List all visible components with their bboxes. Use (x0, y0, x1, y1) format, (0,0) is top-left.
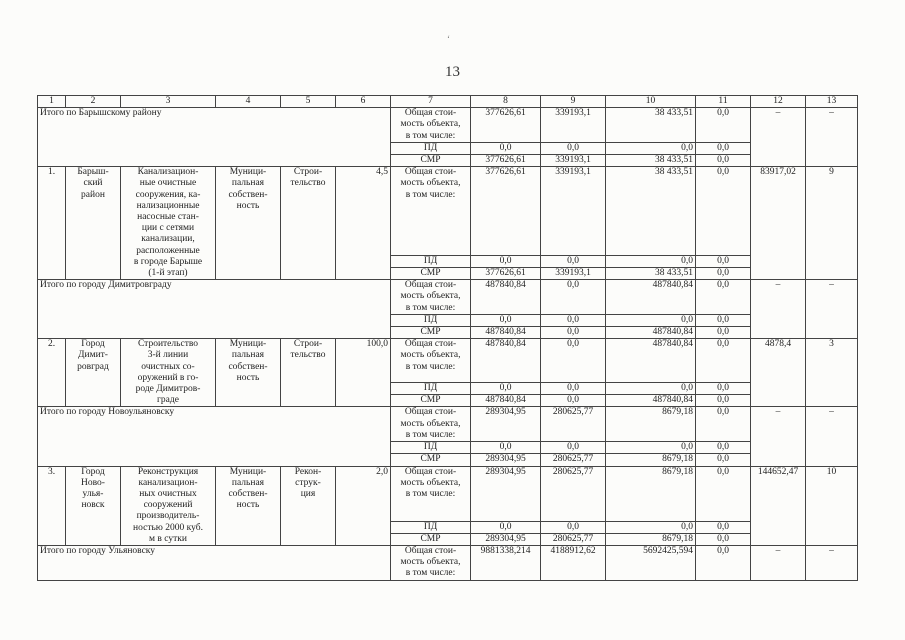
object-name (121, 466, 216, 545)
cell-line: мость объекта, (400, 119, 461, 130)
cell-line: Димит- (78, 350, 108, 361)
subtotal-row (38, 407, 858, 442)
cost-value-col10: 487840,84 (606, 395, 696, 407)
cell-line: роде Димитров- (135, 384, 201, 395)
cost-value-col11: 0,0 (696, 155, 751, 167)
cost-value-col9: 0,0 (541, 442, 606, 454)
cost-value-col9: 339193,1 (541, 268, 606, 280)
cell-line: в том числе: (405, 130, 456, 141)
smr-label: СМР (391, 395, 471, 407)
cell-line: новск (81, 500, 105, 511)
cost-value-col10: 5692425,594 (606, 545, 696, 580)
cost-value-col11: 0,0 (696, 167, 751, 256)
cell-line: в том числе: (405, 568, 456, 579)
cost-value-col9: 0,0 (541, 314, 606, 326)
total-cost-label (391, 466, 471, 521)
cell-line: в том числе: (405, 488, 456, 499)
cell-line: мость объекта, (400, 178, 461, 189)
cost-value-col10: 0,0 (606, 442, 696, 454)
investment-table (37, 95, 858, 581)
cost-value-col9: 280625,77 (541, 466, 606, 521)
cell-line: ность (236, 500, 260, 511)
cost-value-col10: 487840,84 (606, 280, 696, 315)
cell-line: Общая стои- (404, 339, 457, 350)
cost-value-col11: 0,0 (696, 108, 751, 143)
smr-label: СМР (391, 155, 471, 167)
pd-label: ПД (391, 142, 471, 154)
cost-value-col9: 280625,77 (541, 533, 606, 545)
cell-line: мость объекта, (400, 418, 461, 429)
cell-line: Общая стои- (404, 545, 457, 556)
object-ownership (216, 339, 281, 407)
cost-value-col9: 280625,77 (541, 407, 606, 442)
total-cost-label (391, 108, 471, 143)
cell-line: тельство (290, 350, 326, 361)
cost-total-value: 0,0 (471, 142, 541, 154)
cell-line: м в сутки (149, 533, 187, 544)
period-value: 10 (806, 466, 858, 545)
cell-line: насосные стан- (137, 212, 199, 223)
cost-value-col11: 0,0 (696, 383, 751, 395)
cell-line: Общая стои- (404, 108, 457, 119)
smr-label: СМР (391, 454, 471, 466)
period-value: – (806, 407, 858, 466)
smr-label: СМР (391, 327, 471, 339)
cell-line: сооружения, ка- (135, 189, 201, 200)
cost-value-col10: 38 433,51 (606, 108, 696, 143)
cost-total-value: 487840,84 (471, 280, 541, 315)
object-row (38, 339, 858, 383)
pd-label: ПД (391, 442, 471, 454)
object-ownership (216, 167, 281, 280)
cell-line: Канализацион- (137, 167, 199, 178)
cost-value-col9: 0,0 (541, 255, 606, 267)
cost-total-value: 289304,95 (471, 454, 541, 466)
cell-line: сооружений (143, 500, 193, 511)
cell-line: Рекон- (294, 466, 322, 477)
object-municipality (66, 466, 121, 545)
cost-value-col11: 0,0 (696, 466, 751, 521)
cost-value-col11: 0,0 (696, 533, 751, 545)
smr-label: СМР (391, 533, 471, 545)
period-value: – (806, 280, 858, 339)
cost-value-col11: 0,0 (696, 327, 751, 339)
pd-label: ПД (391, 255, 471, 267)
specific-cost-value: – (751, 108, 806, 167)
column-number: 3 (121, 96, 216, 108)
cost-total-value: 487840,84 (471, 339, 541, 383)
cell-line: Общая стои- (404, 466, 457, 477)
cost-total-value: 377626,61 (471, 167, 541, 256)
cost-value-col9: 0,0 (541, 339, 606, 383)
cell-line: Строи- (293, 167, 323, 178)
final-total-row (38, 545, 858, 580)
cell-line: Город (81, 339, 105, 350)
cost-value-col9: 280625,77 (541, 454, 606, 466)
specific-cost-value: 83917,02 (751, 167, 806, 280)
cost-value-col9: 0,0 (541, 280, 606, 315)
object-name (121, 339, 216, 407)
pd-label: ПД (391, 521, 471, 533)
cost-value-col10: 8679,18 (606, 454, 696, 466)
cost-value-col10: 0,0 (606, 521, 696, 533)
cost-value-col9: 0,0 (541, 521, 606, 533)
cost-value-col11: 0,0 (696, 545, 751, 580)
column-number-row (38, 96, 858, 108)
cost-value-col10: 38 433,51 (606, 268, 696, 280)
cost-value-col11: 0,0 (696, 142, 751, 154)
cell-line: Ново- (81, 477, 105, 488)
object-work-type (281, 167, 336, 280)
cost-total-value: 377626,61 (471, 268, 541, 280)
cell-line: канализацион- (138, 477, 198, 488)
cost-total-value: 377626,61 (471, 155, 541, 167)
cost-value-col11: 0,0 (696, 314, 751, 326)
pd-label: ПД (391, 383, 471, 395)
cost-value-col11: 0,0 (696, 521, 751, 533)
object-number: 2. (38, 339, 66, 407)
cost-value-col11: 0,0 (696, 395, 751, 407)
cost-total-value: 487840,84 (471, 327, 541, 339)
table-body (38, 96, 858, 581)
cell-line: расположенные (136, 245, 200, 256)
cell-line: граде (157, 395, 179, 406)
cost-value-col11: 0,0 (696, 454, 751, 466)
object-work-type (281, 466, 336, 545)
investment-table-container (37, 95, 858, 581)
total-cost-label (391, 167, 471, 256)
cost-total-value: 9881338,214 (471, 545, 541, 580)
column-number: 11 (696, 96, 751, 108)
cell-line: 3-й линии (147, 350, 189, 361)
cell-line: Общая стои- (404, 280, 457, 291)
object-capacity: 4,5 (336, 167, 391, 280)
smr-label: СМР (391, 268, 471, 280)
period-value: – (806, 545, 858, 580)
subtotal-title: Итого по городу Новоульяновску (38, 407, 391, 466)
cost-total-value: 0,0 (471, 442, 541, 454)
column-number: 12 (751, 96, 806, 108)
cell-line: собствен- (228, 189, 268, 200)
cell-line: в том числе: (405, 302, 456, 313)
cell-line: Муници- (229, 466, 267, 477)
object-row (38, 167, 858, 256)
cell-line: в том числе: (405, 189, 456, 200)
cost-value-col10: 487840,84 (606, 327, 696, 339)
object-ownership (216, 466, 281, 545)
cost-value-col9: 339193,1 (541, 155, 606, 167)
cost-value-col10: 38 433,51 (606, 167, 696, 256)
total-cost-label (391, 280, 471, 315)
cell-line: собствен- (228, 361, 268, 372)
cost-total-value: 0,0 (471, 383, 541, 395)
subtotal-title: Итого по Барышскому району (38, 108, 391, 167)
cell-line: Барыш- (77, 167, 109, 178)
cost-value-col9: 0,0 (541, 383, 606, 395)
cell-line: мость объекта, (400, 557, 461, 568)
column-number: 10 (606, 96, 696, 108)
cost-value-col10: 8679,18 (606, 407, 696, 442)
cell-line: Строительство (137, 339, 199, 350)
cell-line: ность (236, 200, 260, 211)
specific-cost-value: – (751, 545, 806, 580)
cost-value-col11: 0,0 (696, 339, 751, 383)
cell-line: ные очистные (139, 178, 197, 189)
cost-value-col10: 487840,84 (606, 339, 696, 383)
object-name (121, 167, 216, 280)
cost-total-value: 0,0 (471, 314, 541, 326)
cell-line: в городе Барыше (133, 256, 203, 267)
cell-line: собствен- (228, 488, 268, 499)
column-number: 8 (471, 96, 541, 108)
object-number: 1. (38, 167, 66, 280)
object-row (38, 466, 858, 521)
specific-cost-value: 4878,4 (751, 339, 806, 407)
cost-total-value: 289304,95 (471, 407, 541, 442)
cost-value-col10: 0,0 (606, 314, 696, 326)
cell-line: очистных со- (141, 361, 195, 372)
column-number: 4 (216, 96, 281, 108)
column-number: 6 (336, 96, 391, 108)
cell-line: в том числе: (405, 361, 456, 372)
pd-label: ПД (391, 314, 471, 326)
cost-total-value: 0,0 (471, 255, 541, 267)
object-number: 3. (38, 466, 66, 545)
cell-line: струк- (295, 477, 321, 488)
subtotal-row (38, 108, 858, 143)
cell-line: мость объекта, (400, 350, 461, 361)
cell-line: ции с сетями (141, 223, 195, 234)
cost-value-col9: 4188912,62 (541, 545, 606, 580)
cell-line: тельство (290, 178, 326, 189)
column-number: 2 (66, 96, 121, 108)
cell-line: производитель- (136, 511, 200, 522)
page-number: 13 (445, 64, 460, 80)
cost-value-col11: 0,0 (696, 280, 751, 315)
subtotal-title: Итого по городу Димитровграду (38, 280, 391, 339)
cell-line: ность (236, 372, 260, 383)
cell-line: Муници- (229, 167, 267, 178)
cost-total-value: 289304,95 (471, 466, 541, 521)
object-capacity: 100,0 (336, 339, 391, 407)
cost-value-col11: 0,0 (696, 268, 751, 280)
cell-line: ский (83, 178, 103, 189)
cost-value-col9: 339193,1 (541, 108, 606, 143)
scan-speck: ʻ (447, 34, 450, 44)
cell-line: ных очистных (139, 488, 197, 499)
cell-line: пальная (231, 350, 265, 361)
cost-total-value: 289304,95 (471, 533, 541, 545)
object-municipality (66, 339, 121, 407)
column-number: 9 (541, 96, 606, 108)
cost-value-col11: 0,0 (696, 442, 751, 454)
specific-cost-value: – (751, 280, 806, 339)
cost-total-value: 377626,61 (471, 108, 541, 143)
cell-line: ция (300, 488, 316, 499)
cell-line: мость объекта, (400, 291, 461, 302)
column-number: 1 (38, 96, 66, 108)
cost-value-col11: 0,0 (696, 255, 751, 267)
cell-line: ровград (77, 361, 109, 372)
subtotal-title: Итого по городу Ульяновску (38, 545, 391, 580)
column-number: 5 (281, 96, 336, 108)
subtotal-row (38, 280, 858, 315)
cost-value-col10: 8679,18 (606, 466, 696, 521)
cost-value-col9: 0,0 (541, 327, 606, 339)
cell-line: Строи- (293, 339, 323, 350)
specific-cost-value: – (751, 407, 806, 466)
cost-value-col10: 0,0 (606, 383, 696, 395)
specific-cost-value: 144652,47 (751, 466, 806, 545)
cell-line: Общая стои- (404, 167, 457, 178)
column-number: 13 (806, 96, 858, 108)
total-cost-label (391, 339, 471, 383)
cost-total-value: 0,0 (471, 521, 541, 533)
cost-value-col10: 0,0 (606, 255, 696, 267)
object-municipality (66, 167, 121, 280)
object-capacity: 2,0 (336, 466, 391, 545)
cell-line: Муници- (229, 339, 267, 350)
cell-line: канализации, (141, 234, 195, 245)
cell-line: (1-й этап) (148, 268, 188, 279)
cell-line: Город (81, 466, 105, 477)
total-cost-label (391, 545, 471, 580)
cost-value-col11: 0,0 (696, 407, 751, 442)
cell-line: пальная (231, 178, 265, 189)
cost-value-col10: 8679,18 (606, 533, 696, 545)
cell-line: улья- (82, 488, 104, 499)
cost-value-col9: 0,0 (541, 142, 606, 154)
cost-value-col9: 339193,1 (541, 167, 606, 256)
cost-value-col10: 0,0 (606, 142, 696, 154)
period-value: 9 (806, 167, 858, 280)
column-number: 7 (391, 96, 471, 108)
total-cost-label (391, 407, 471, 442)
cost-total-value: 487840,84 (471, 395, 541, 407)
cell-line: Реконструкция (137, 466, 199, 477)
cell-line: пальная (231, 477, 265, 488)
period-value: – (806, 108, 858, 167)
cell-line: Общая стои- (404, 407, 457, 418)
cell-line: в том числе: (405, 429, 456, 440)
period-value: 3 (806, 339, 858, 407)
cell-line: район (81, 189, 105, 200)
cost-value-col9: 0,0 (541, 395, 606, 407)
cost-value-col10: 38 433,51 (606, 155, 696, 167)
cell-line: нализационные (136, 200, 200, 211)
object-work-type (281, 339, 336, 407)
cell-line: мость объекта, (400, 477, 461, 488)
cell-line: ностью 2000 куб. (133, 522, 203, 533)
cell-line: оружений в го- (137, 372, 199, 383)
